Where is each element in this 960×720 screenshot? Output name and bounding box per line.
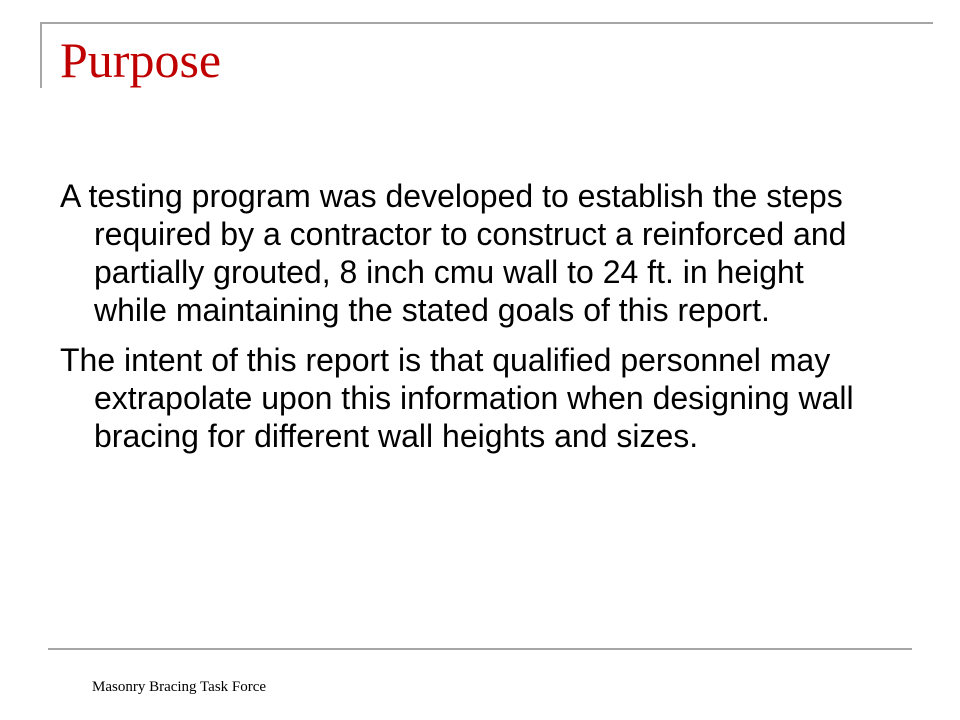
slide-title: Purpose bbox=[60, 32, 222, 88]
paragraph-intent: The intent of this report is that qualified personnel may extrapolate upon this information when designing wall bracing for different wall heights and sizes. bbox=[60, 342, 854, 454]
bottom-divider bbox=[48, 648, 912, 650]
slide-footer: Masonry Bracing Task Force bbox=[92, 679, 267, 695]
slide-content bbox=[60, 177, 880, 467]
paragraph-purpose: A testing program was developed to establish the steps required by a contractor to construct a reinforced and partially grouted, 8 inch cmu wall to 24 ft. in height while maintaining the stated goals of this report. bbox=[60, 178, 847, 328]
top-divider bbox=[40, 22, 933, 24]
left-divider bbox=[40, 22, 42, 88]
